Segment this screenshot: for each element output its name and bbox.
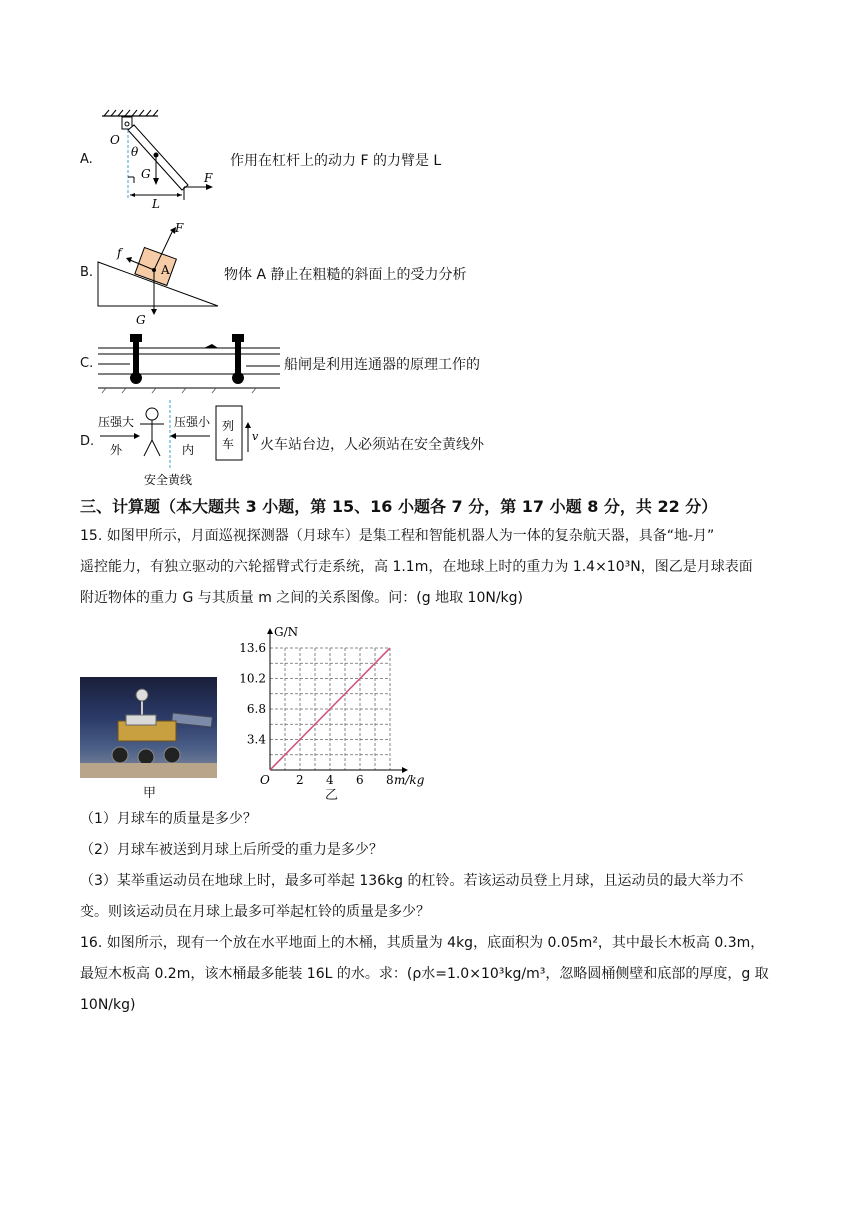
pivot-o-label: O — [110, 133, 120, 147]
option-c-text: 船闸是利用连通器的原理工作的 — [284, 357, 480, 373]
q15-sub-2: （2）月球车被送到月球上后所受的重力是多少？ — [80, 842, 383, 858]
gravity-g-label: G — [141, 167, 151, 181]
q16-text — [80, 928, 800, 1021]
pressure-low-label: 压强小 — [174, 415, 211, 429]
train-label-1: 列 — [222, 419, 235, 433]
lever-figure — [96, 108, 226, 210]
platform-figure — [94, 400, 260, 492]
theta-label: θ — [131, 145, 139, 159]
q16-line-1: 16. 如图所示，现有一个放在水平地面上的木桶，其质量为 4kg，底面积为 0.05m²，其中最长木板高 0.3m， — [80, 935, 765, 951]
q15-line-3: 附近物体的重力 G 与其质量 m 之间的关系图像。问：(g 地取 10N/kg) — [80, 590, 523, 606]
safety-line-label: 安全黄线 — [144, 473, 193, 487]
pressure-high-label: 压强大 — [98, 415, 135, 429]
train-label-2: 车 — [222, 437, 235, 451]
figure-jia-caption: 甲 — [143, 786, 157, 801]
origin-label: O — [260, 773, 270, 787]
q15-sub-3b: 变。则该运动员在月球上最多可举起杠铃的质量是多少？ — [80, 904, 430, 920]
q15-line-2: 遥控能力，有独立驱动的六轮摇臂式行走系统，高 1.1m，在地球上时的重力为 1.4×10³N，图乙是月球表面 — [80, 559, 753, 575]
inside-label: 内 — [182, 443, 195, 457]
rover-photo — [80, 677, 217, 778]
y-tick-label: 13.6 — [239, 641, 266, 655]
q15-subquestions — [80, 804, 800, 928]
block-a-label: A — [161, 263, 170, 277]
outside-label: 外 — [110, 443, 123, 457]
y-tick-label: 3.4 — [246, 732, 266, 747]
q16-line-2: 最短木板高 0.2m，该木桶最多能装 16L 的水。求：(ρ水=1.0×10³kg/m³，忽略圆桶侧壁和底部的厚度，g 取 10N/kg) — [80, 966, 769, 1013]
x-tick-label: 2 — [296, 773, 304, 787]
option-b-text: 物体 A 静止在粗糙的斜面上的受力分析 — [224, 267, 467, 283]
option-d-letter: D. — [80, 434, 95, 449]
q15-text — [80, 521, 800, 614]
arm-l-label: L — [152, 197, 160, 211]
x-tick-label: 6 — [356, 773, 364, 787]
y-axis-arrow — [267, 628, 273, 634]
option-a-text: 作用在杠杆上的动力 F 的力臂是 L — [230, 153, 442, 169]
option-b-letter: B. — [80, 265, 94, 280]
q15-sub-3a: （3）某举重运动员在地球上时，最多可举起 136kg 的杠铃。若该运动员登上月球，且运动员的最大举力不 — [80, 873, 744, 889]
figure-yi-caption: 乙 — [325, 788, 339, 803]
y-tick-label: 10.2 — [239, 671, 266, 686]
option-a-letter: A. — [80, 152, 93, 167]
q15-sub-1: （1）月球车的质量是多少？ — [80, 811, 257, 827]
incline-figure — [96, 216, 226, 326]
option-d-text: 火车站台边，人必须站在安全黄线外 — [260, 437, 484, 453]
q15-line-1: 15. 如图甲所示，月面巡视探测器（月球车）是集工程和智能机器人为一体的复杂航天器，具备“地-月” — [80, 528, 715, 544]
velocity-v-label: v — [252, 430, 259, 443]
gravity-mass-chart — [239, 622, 430, 800]
support-f-label: F — [175, 221, 184, 235]
section-heading: 三、计算题（本大题共 3 小题，第 15、16 小题各 7 分，第 17 小题 8 分，共 22 分） — [80, 497, 718, 516]
x-tick-label: 8 — [386, 773, 394, 787]
x-axis-label: m/kg — [394, 773, 425, 787]
y-tick-label: 6.8 — [246, 702, 266, 716]
ship-lock-figure — [96, 330, 282, 394]
y-axis-label: G/N — [274, 625, 299, 639]
weight-g-label: G — [136, 313, 146, 327]
option-c-letter: C. — [80, 356, 94, 371]
friction-f-label: f — [117, 246, 122, 260]
x-tick-label: 4 — [326, 773, 334, 787]
force-f-label: F — [204, 171, 213, 185]
